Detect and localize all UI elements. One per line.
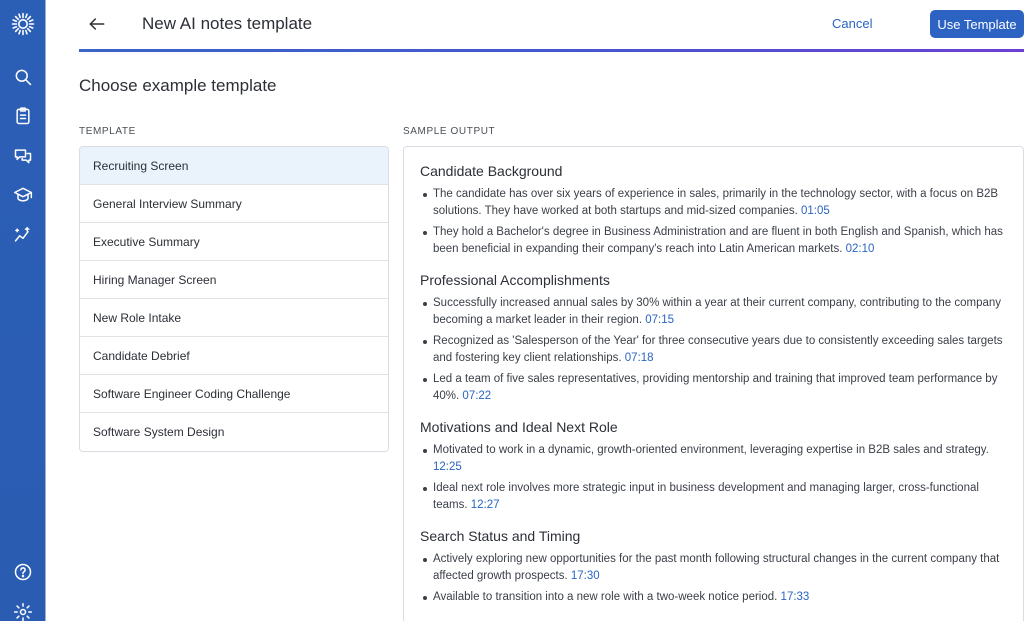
bullet-text: They hold a Bachelor's degree in Business Administration and are fluent in both English and Spanish, which has been beneficial in expanding their company's reach into Latin American markets.: [433, 226, 1003, 255]
template-item[interactable]: Executive Summary: [80, 223, 388, 261]
bullet-item: [420, 224, 1007, 258]
sample-section: [420, 419, 1007, 514]
settings-icon[interactable]: [11, 600, 35, 621]
template-item[interactable]: Recruiting Screen: [80, 147, 388, 185]
bullet-item: [420, 442, 1007, 476]
template-item[interactable]: New Role Intake: [80, 299, 388, 337]
timestamp-link[interactable]: 12:25: [433, 461, 462, 473]
help-icon[interactable]: [11, 560, 35, 584]
bullet-list: [420, 442, 1007, 514]
top-header: [46, 0, 1024, 52]
header-accent-divider: [79, 49, 1024, 52]
bullet-item: [420, 371, 1007, 405]
template-item[interactable]: General Interview Summary: [80, 185, 388, 223]
template-item[interactable]: Hiring Manager Screen: [80, 261, 388, 299]
sample-section: [420, 528, 1007, 606]
bullet-text: Successfully increased annual sales by 30% within a year at their current company, contributing to the company becoming a market leader in their region.: [433, 297, 1002, 326]
sample-section: [420, 272, 1007, 405]
sparkle-chart-icon[interactable]: [11, 223, 35, 247]
graduation-cap-icon[interactable]: [11, 183, 35, 207]
sample-section-title: Professional Accomplishments: [420, 272, 610, 288]
page-title: New AI notes template: [142, 14, 313, 33]
cancel-button[interactable]: Cancel: [832, 16, 873, 31]
bullet-item: [420, 186, 1007, 220]
bullet-list: [420, 186, 1007, 258]
bullet-list: [420, 295, 1007, 405]
bullet-text: Recognized as 'Salesperson of the Year' for three consecutive years due to consistently exceeding sales targets and fostering key client relationships.: [433, 335, 1003, 364]
bullet-text: Led a team of five sales representatives, providing mentorship and training that improved team performance by 40%.: [433, 373, 998, 402]
clipboard-icon[interactable]: [11, 104, 35, 128]
sample-section: [420, 163, 1007, 258]
logo-icon[interactable]: [11, 12, 35, 36]
timestamp-link[interactable]: 07:15: [645, 314, 675, 326]
sample-output-panel: [403, 146, 1024, 621]
chat-icon[interactable]: [11, 144, 35, 168]
template-column-label: TEMPLATE: [79, 126, 136, 137]
bullet-text: Actively exploring new opportunities for the past month following structural changes in the current company that affected growth prospects.: [433, 553, 1000, 582]
bullet-item: [420, 480, 1007, 514]
template-item[interactable]: Software Engineer Coding Challenge: [80, 375, 388, 413]
bullet-text: The candidate has over six years of experience in sales, primarily in the technology sector, with a focus on B2B solutions. They have worked at both startups and mid-sized companies.: [433, 188, 999, 217]
timestamp-link[interactable]: 01:05: [800, 205, 830, 217]
sidebar: [0, 0, 46, 621]
section-heading: Choose example template: [79, 76, 277, 95]
timestamp-link[interactable]: 17:30: [570, 570, 600, 582]
use-template-button[interactable]: Use Template: [930, 10, 1024, 38]
bullet-text: Motivated to work in a dynamic, growth-oriented environment, leveraging expertise in B2B sales and strategy.: [433, 444, 989, 456]
bullet-item: [420, 295, 1007, 329]
sample-section-title: Search Status and Timing: [420, 528, 581, 544]
template-item[interactable]: Software System Design: [80, 413, 388, 451]
timestamp-link[interactable]: 17:33: [780, 591, 810, 603]
timestamp-link[interactable]: 12:27: [470, 499, 500, 511]
timestamp-link[interactable]: 02:10: [845, 243, 875, 255]
bullet-list: [420, 551, 1007, 606]
timestamp-link[interactable]: 07:18: [624, 352, 654, 364]
timestamp-link[interactable]: 07:22: [462, 390, 492, 402]
sample-section-title: Candidate Background: [420, 163, 563, 179]
sample-output-column-label: SAMPLE OUTPUT: [403, 126, 496, 137]
bullet-text: Ideal next role involves more strategic input in business development and managing larger, cross-functional teams.: [433, 482, 979, 511]
template-list: [79, 146, 389, 452]
bullet-item: [420, 333, 1007, 367]
back-arrow-icon[interactable]: [84, 12, 110, 36]
search-icon[interactable]: [11, 65, 35, 89]
bullet-text: Available to transition into a new role with a two-week notice period.: [433, 591, 781, 603]
bullet-item: [420, 589, 1007, 606]
template-item[interactable]: Candidate Debrief: [80, 337, 388, 375]
sample-section-title: Motivations and Ideal Next Role: [420, 419, 618, 435]
bullet-item: [420, 551, 1007, 585]
